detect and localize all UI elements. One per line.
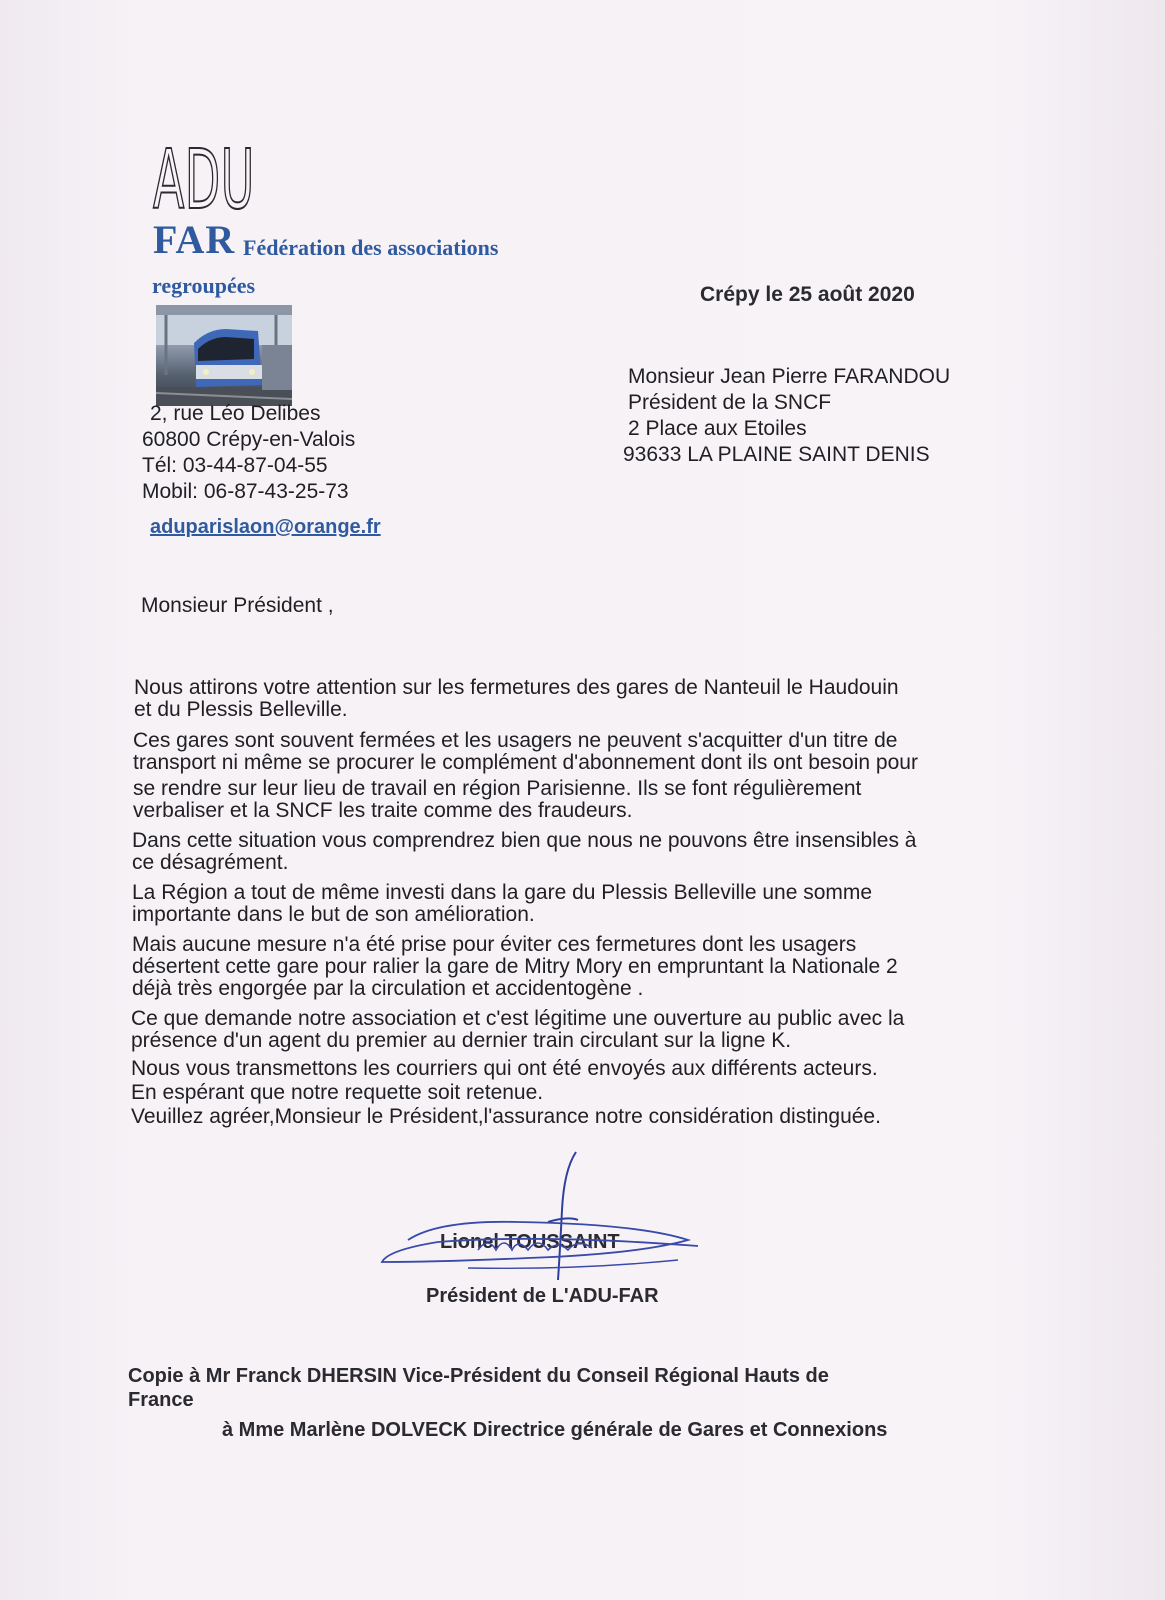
sender-mobile: Mobil: 06-87-43-25-73 <box>142 480 349 503</box>
train-photo-icon <box>156 305 292 406</box>
body-line: désertent cette gare pour ralier la gare de Mitry Mory en empruntant la Nationale 2 <box>132 955 898 978</box>
body-line: Mais aucune mesure n'a été prise pour éviter ces fermetures dont les usagers <box>132 933 857 956</box>
body-line: Ces gares sont souvent fermées et les usagers ne peuvent s'acquitter d'un titre de <box>133 729 898 752</box>
letter-date: Crépy le 25 août 2020 <box>700 283 915 306</box>
copy-line: Copie à Mr Franck DHERSIN Vice-Président du Conseil Régional Hauts de <box>128 1365 829 1387</box>
logo-far: FAR <box>153 217 236 262</box>
logo-regroupees: regroupées <box>152 273 256 298</box>
body-line: et du Plessis Belleville. <box>134 698 348 721</box>
signatory-name: Lionel TOUSSAINT <box>440 1231 620 1253</box>
body-line: ce désagrément. <box>132 851 289 874</box>
body-line: se rendre sur leur lieu de travail en région Parisienne. Ils se font régulièrement <box>133 777 862 800</box>
body-line: déjà très engorgée par la circulation et accidentogène . <box>132 977 644 1000</box>
recipient-street: 2 Place aux Etoiles <box>628 417 807 440</box>
logo-federation: Fédération des associations <box>243 235 499 260</box>
copy-line: France <box>128 1389 194 1411</box>
recipient-title: Président de la SNCF <box>628 391 832 414</box>
sender-tel: Tél: 03-44-87-04-55 <box>142 454 328 477</box>
body-line: verbaliser et la SNCF les traite comme des fraudeurs. <box>133 799 633 822</box>
body-line: Veuillez agréer,Monsieur le Président,l'assurance notre considération distinguée. <box>131 1105 881 1128</box>
body-line: La Région a tout de même investi dans la gare du Plessis Belleville une somme <box>132 881 873 904</box>
sender-city: 60800 Crépy-en-Valois <box>142 428 356 451</box>
recipient-name: Monsieur Jean Pierre FARANDOU <box>628 365 951 388</box>
body-line: importante dans le but de son amélioration. <box>132 903 535 926</box>
sender-street: 2, rue Léo Delibes <box>150 402 321 425</box>
body-line: Nous attirons votre attention sur les fermetures des gares de Nanteuil le Haudouin <box>134 676 899 699</box>
body-line: Dans cette situation vous comprendrez bien que nous ne pouvons être insensibles à <box>132 829 917 852</box>
recipient-city: 93633 LA PLAINE SAINT DENIS <box>623 443 930 466</box>
logo-adu: ADU <box>153 133 255 228</box>
body-line: présence d'un agent du premier au dernier train circulant sur la ligne K. <box>131 1029 792 1052</box>
train-illustration <box>156 305 292 406</box>
handwritten-signature-icon <box>378 1150 718 1310</box>
body-line: Ce que demande notre association et c'est légitime une ouverture au public avec la <box>131 1007 905 1030</box>
signatory-title: Président de L'ADU-FAR <box>426 1285 659 1307</box>
copy-line: à Mme Marlène DOLVECK Directrice générale de Gares et Connexions <box>222 1419 888 1441</box>
body-line: En espérant que notre requette soit retenue. <box>131 1081 544 1104</box>
body-line: transport ni même se procurer le complément d'abonnement dont ils ont besoin pour <box>133 751 918 774</box>
sender-email-link[interactable]: aduparislaon@orange.fr <box>150 516 381 538</box>
body-line: Nous vous transmettons les courriers qui ont été envoyés aux différents acteurs. <box>131 1057 878 1080</box>
salutation: Monsieur Président , <box>141 594 334 617</box>
